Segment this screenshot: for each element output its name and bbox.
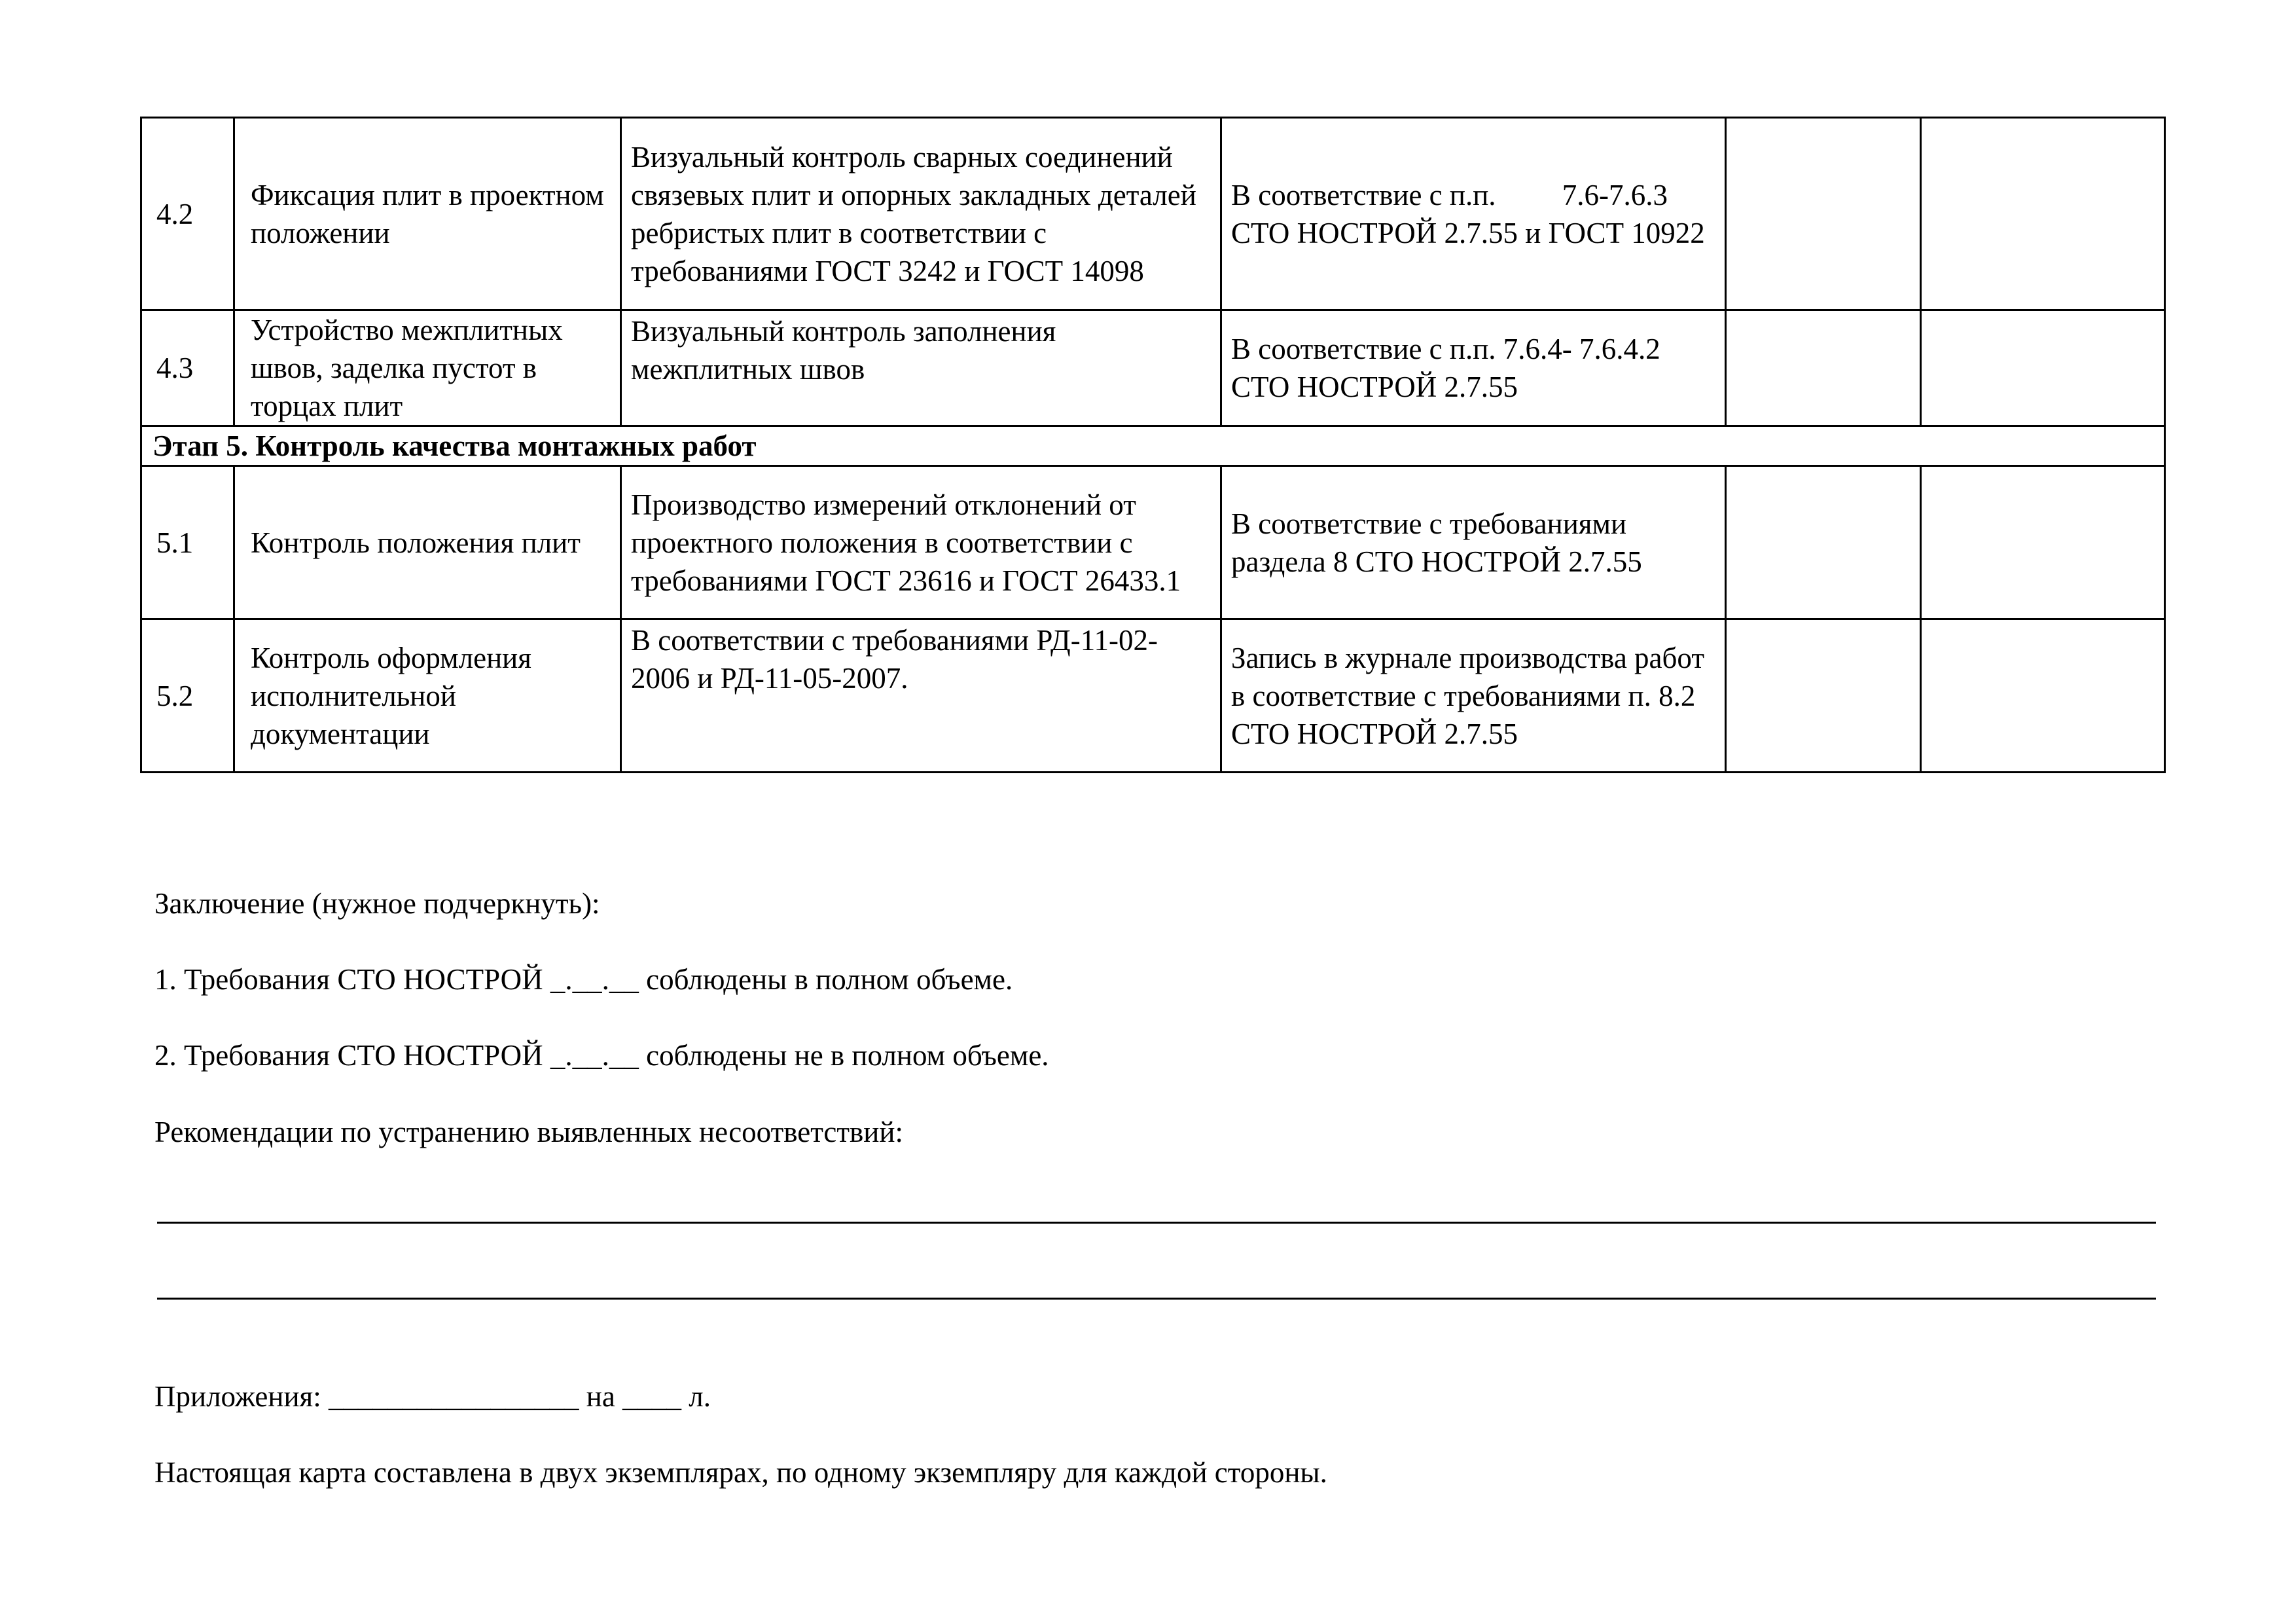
work-description: Контроль оформления исполнительной документации xyxy=(234,619,621,773)
result-cell xyxy=(1726,619,1921,773)
result-cell xyxy=(1726,118,1921,310)
stage-row xyxy=(141,426,2165,466)
control-method: В соответствии с требованиями РД-11-02-2006 и РД-11-05-2007. xyxy=(621,619,1221,773)
work-description: Устройство межплитных швов, заделка пустот в торцах плит xyxy=(234,310,621,426)
footer-note: Настоящая карта составлена в двух экземплярах, по одному экземпляру для каждой стороны. xyxy=(154,1456,1327,1489)
control-method: Производство измерений отклонений от проектного положения в соответствии с требованиями ГОСТ 23616 и ГОСТ 26433.1 xyxy=(621,466,1221,619)
row-number: 4.2 xyxy=(141,118,234,310)
table-row xyxy=(141,619,2165,773)
conclusion-option-2[interactable]: 2. Требования СТО НОСТРОЙ _.__.__ соблюдены не в полном объеме. xyxy=(154,1039,1049,1072)
signature-cell xyxy=(1921,310,2165,426)
requirement-reference: Запись в журнале производства работ в соответствие с требованиями п. 8.2 СТО НОСТРОЙ 2.7.55 xyxy=(1221,619,1726,773)
control-checklist-table xyxy=(140,117,2166,773)
table-row xyxy=(141,466,2165,619)
recommendations-line-2[interactable] xyxy=(157,1298,2156,1300)
control-method: Визуальный контроль заполнения межплитных швов xyxy=(621,310,1221,426)
stage-title: Этап 5. Контроль качества монтажных работ xyxy=(141,426,2165,466)
requirement-reference: В соответствие с п.п. 7.6-7.6.3 СТО НОСТРОЙ 2.7.55 и ГОСТ 10922 xyxy=(1221,118,1726,310)
signature-cell xyxy=(1921,118,2165,310)
requirement-reference: В соответствие с п.п. 7.6.4- 7.6.4.2 СТО НОСТРОЙ 2.7.55 xyxy=(1221,310,1726,426)
result-cell xyxy=(1726,466,1921,619)
result-cell xyxy=(1726,310,1921,426)
control-method: Визуальный контроль сварных соединений связевых плит и опорных закладных деталей ребристых плит в соответствии с требованиями ГОСТ 3242 и ГОСТ 14098 xyxy=(621,118,1221,310)
row-number: 5.1 xyxy=(141,466,234,619)
recommendations-line-1[interactable] xyxy=(157,1222,2156,1224)
requirement-reference: В соответствие с требованиями раздела 8 СТО НОСТРОЙ 2.7.55 xyxy=(1221,466,1726,619)
conclusion-option-1[interactable]: 1. Требования СТО НОСТРОЙ _.__.__ соблюдены в полном объеме. xyxy=(154,963,1013,996)
conclusion-heading: Заключение (нужное подчеркнуть): xyxy=(154,887,600,920)
signature-cell xyxy=(1921,619,2165,773)
attachments-line[interactable]: Приложения: _________________ на ____ л. xyxy=(154,1380,711,1413)
signature-cell xyxy=(1921,466,2165,619)
work-description: Фиксация плит в проектном положении xyxy=(234,118,621,310)
row-number: 5.2 xyxy=(141,619,234,773)
work-description: Контроль положения плит xyxy=(234,466,621,619)
row-number: 4.3 xyxy=(141,310,234,426)
table-row xyxy=(141,118,2165,310)
table-row xyxy=(141,310,2165,426)
recommendations-label: Рекомендации по устранению выявленных несоответствий: xyxy=(154,1116,903,1148)
